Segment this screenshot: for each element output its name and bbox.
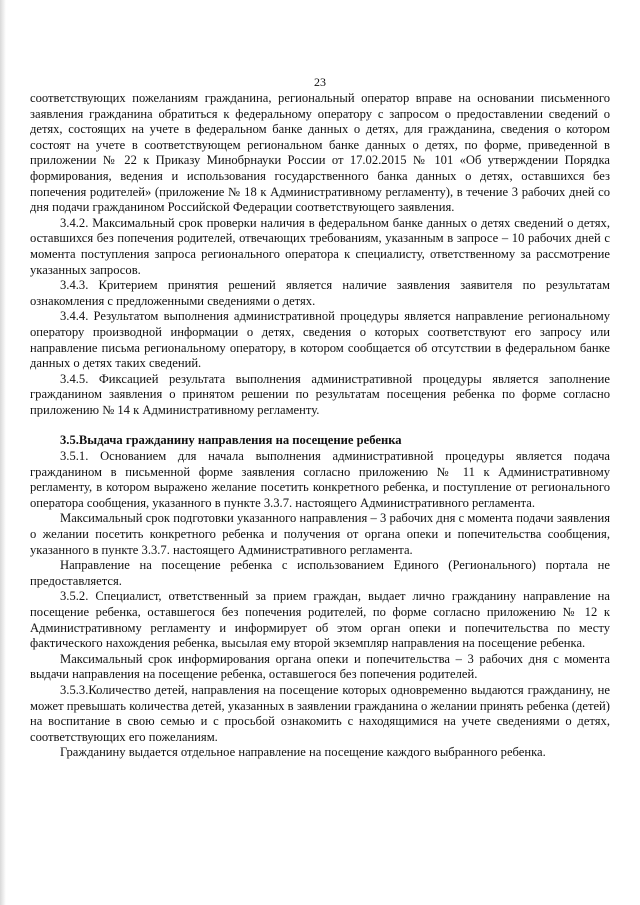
section-heading-3-5: 3.5.Выдача гражданину направления на посещение ребенка <box>60 433 402 448</box>
paragraph-3-5-3: 3.5.3.Количество детей, направления на посещение которых одновременно выдаются гражданину, не может превышать количества детей, указанных в заявлении гражданина о желании принять ребенка (детей) на воспитание в свою семью и с просьбой ознакомить с находящимися на учете сведениями о детях, соответствующих его пожеланиям. <box>30 682 610 744</box>
paragraph-3-5-2: 3.5.2. Специалист, ответственный за прием граждан, выдает лично гражданину направление на посещение ребенка, оставшегося без попечения родителей, по форме согласно приложению № 12 к Административному регламенту и информирует об этом орган опеки и попечительства по месту фактического нахождения ребенка, высылая ему второй экземпляр направления на посещение ребенка. <box>30 589 610 651</box>
scan-edge-shadow <box>0 0 6 905</box>
document-body <box>30 91 610 761</box>
paragraph-3-4-3: 3.4.3. Критерием принятия решений является наличие заявления заявителя по результатам ознакомления с предложенными сведениями о детях. <box>30 278 610 308</box>
paragraph-3-4-5: 3.4.5. Фиксацией результата выполнения административной процедуры является заполнение гражданином заявления о принятом решении по результатам посещения ребенка по форме согласно приложению № 14 к Административному регламенту. <box>30 371 610 417</box>
paragraph-max-term-preparation: Максимальный срок подготовки указанного направления – 3 рабочих дня с момента подачи заявления о желании посетить конкретного ребенка и получения от органа опеки и попечительства сообщения, указанного в пункте 3.3.7. настоящего Административного регламента. <box>30 511 610 557</box>
page-number: 23 <box>314 75 326 89</box>
paragraph-separate-referral: Гражданину выдается отдельное направление на посещение каждого выбранного ребенка. <box>60 745 546 760</box>
paragraph-continuation: соответствующих пожеланиям гражданина, региональный оператор вправе на основании письменного заявления гражданина обратиться к федеральному оператору с запросом о предоставлении сведений о детях, состоящих на учете в федеральном банке данных о детях, для гражданина, сведения о котором состоят на учете в соответствующем региональном банке данных о детях, по форме, приведенной в приложении № 22 к Приказу Минобрнауки России от 17.02.2015 № 101 «Об утверждении Порядка формирования, ведения и использования государственного банка данных о детях, оставшихся без попечения родителей» (приложение № 18 к Административному регламенту), в течение 3 рабочих дней со дня подачи гражданином Российской Федерации соответствующего заявления. <box>30 91 610 215</box>
paragraph-portal-note: Направление на посещение ребенка с использованием Единого (Регионального) портала не предоставляется. <box>30 558 610 588</box>
paragraph-3-4-4: 3.4.4. Результатом выполнения административной процедуры является направление региональному оператору производной информации о детях, сведения о которых соответствуют его запросу или направление письма региональному оператору, в котором сообщается об отсутствии в федеральном банке данных о детях таких сведений. <box>30 309 610 371</box>
paragraph-3-5-1: 3.5.1. Основанием для начала выполнения административной процедуры является подача гражданином в письменной форме заявления согласно приложению № 11 к Административному регламенту, в котором выражено желание посетить конкретного ребенка, и поступление от регионального оператора сообщения, указанного в пункте 3.3.7. настоящего Административного регламента. <box>30 449 610 510</box>
paragraph-max-term-informing: Максимальный срок информирования органа опеки и попечительства – 3 рабочих дня с момента выдачи направления на посещение ребенка, оставшегося без попечения родителей. <box>30 651 610 682</box>
paragraph-3-4-2: 3.4.2. Максимальный срок проверки наличия в федеральном банке данных о детях сведений о детях, оставшихся без попечения родителей, отвечающих требованиям, указанным в запросе – 10 рабочих дней с момента поступления запроса регионального оператора к специалисту, ответственному за рассмотрение указанных запросов. <box>30 215 610 277</box>
